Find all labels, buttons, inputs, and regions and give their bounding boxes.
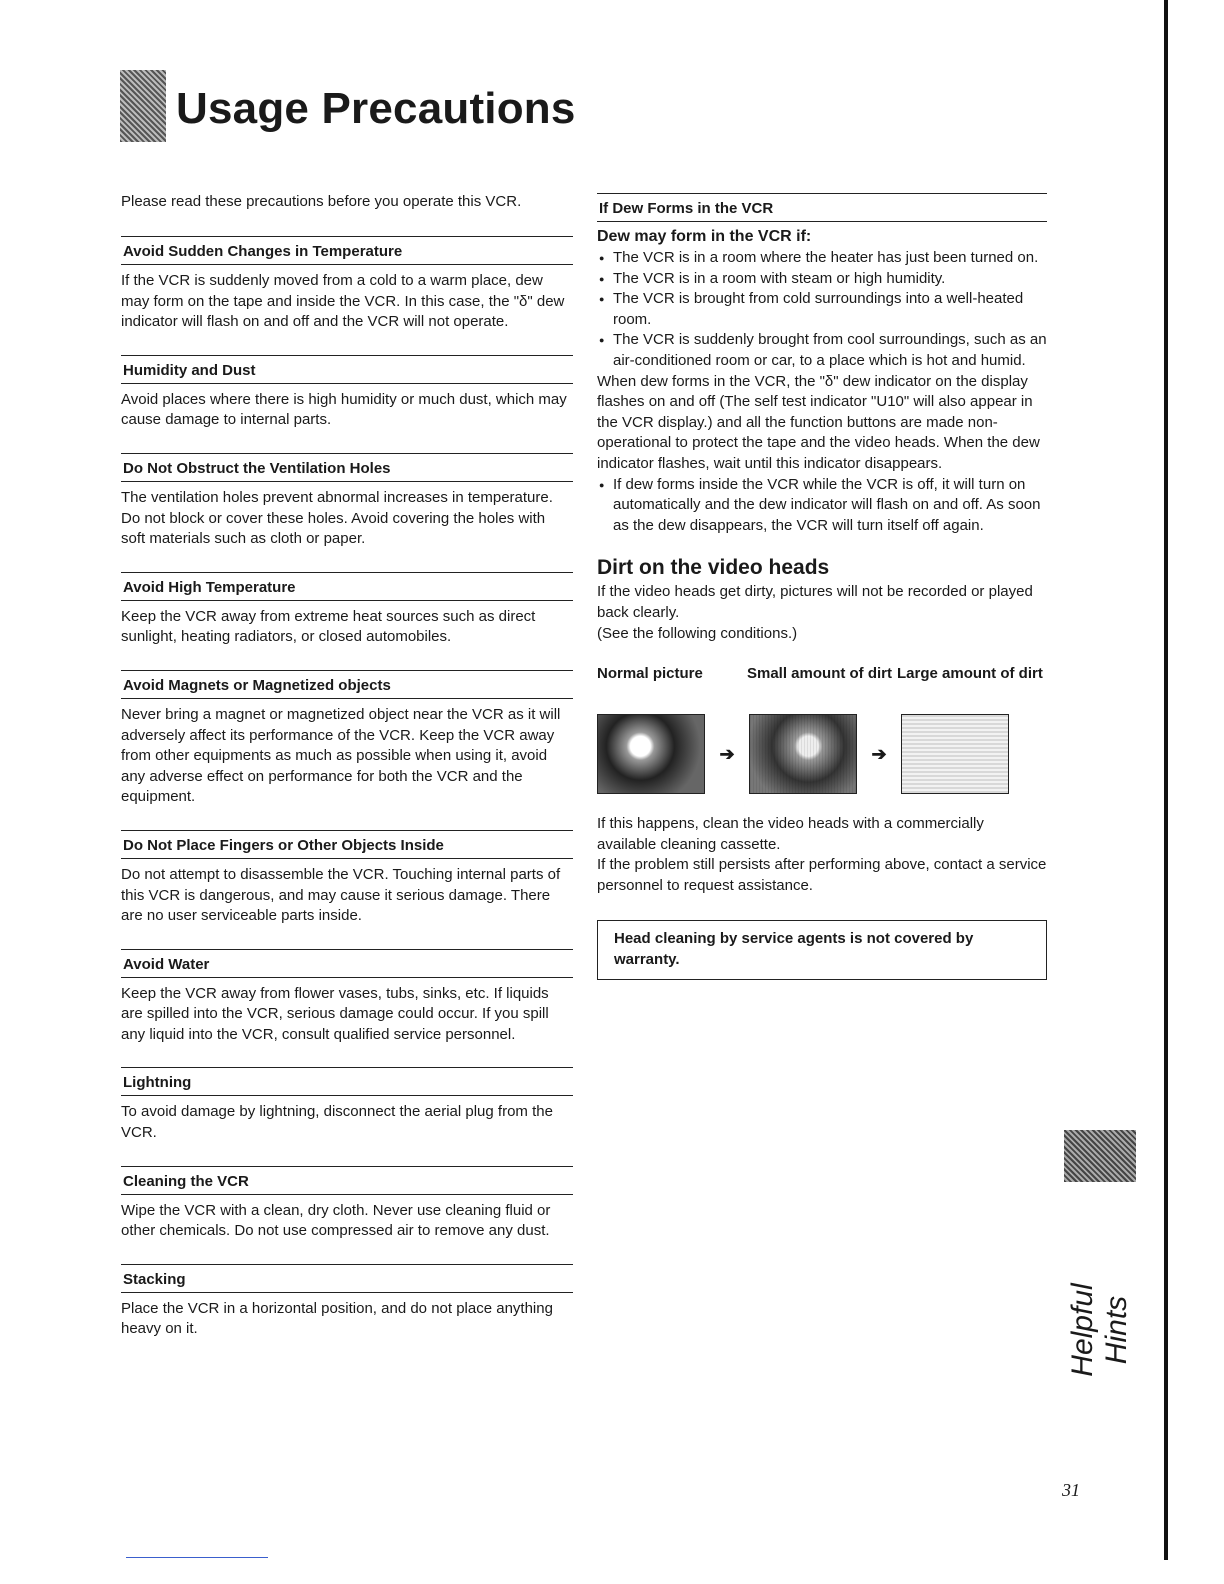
side-tab-marker xyxy=(1064,1130,1136,1182)
section-heading: Cleaning the VCR xyxy=(121,1166,573,1195)
section-cleaning xyxy=(121,1166,573,1242)
section-body: Place the VCR in a horizontal position, and do not place anything heavy on it. xyxy=(121,1299,553,1338)
page-title: Usage Precautions xyxy=(176,84,576,133)
section-heading: Do Not Obstruct the Ventilation Holes xyxy=(121,453,573,482)
section-ventilation xyxy=(121,453,573,550)
side-section-label: Helpful Hints xyxy=(1066,1283,1133,1377)
dirt-contact-instructions: If the problem still persists after performing above, contact a service personnel to request assistance. xyxy=(597,856,1047,894)
section-heading: Avoid High Temperature xyxy=(121,572,573,601)
dirt-see-conditions: (See the following conditions.) xyxy=(597,624,798,642)
warranty-note: Head cleaning by service agents is not covered by warranty. xyxy=(597,920,1047,979)
page-number: 31 xyxy=(1062,1480,1080,1500)
right-arrow-icon: ➔ xyxy=(871,743,887,764)
section-body: Do not attempt to disassemble the VCR. Touching internal parts of this VCR is dangerous, and may cause it serious damage. There are no user serviceable parts inside. xyxy=(121,865,561,925)
section-heading: Stacking xyxy=(121,1264,573,1293)
section-temperature-changes xyxy=(121,236,573,333)
large-dirt-image xyxy=(901,714,1009,794)
dew-paragraph: When dew forms in the VCR, the "δ" dew indicator on the display flashes on and off (The self test indicator "U10" will also appear in the VCR display.) and all the function buttons are made non-operational to protect the tape and the video heads. When the dew indicator flashes, wait until this indicator disappears. xyxy=(597,372,1040,472)
section-water xyxy=(121,949,573,1046)
section-body: Wipe the VCR with a clean, dry cloth. Never use cleaning fluid or other chemicals. Do not use compressed air to remove any dust. xyxy=(121,1201,551,1240)
title-marker-block xyxy=(120,70,166,142)
section-heading: Humidity and Dust xyxy=(121,355,573,384)
picture-comparison xyxy=(597,664,1047,706)
section-heading: Lightning xyxy=(121,1067,573,1096)
normal-picture-column xyxy=(597,664,747,706)
dew-conditions-list xyxy=(597,248,1047,372)
right-arrow-icon: ➔ xyxy=(719,743,735,764)
list-item: ● If dew forms inside the VCR while the VCR is off, it will turn on automatically and the dew indicator will flash on and off. As soon as the dew disappears, the VCR will turn itself off again. xyxy=(597,475,1047,537)
small-dirt-column xyxy=(747,664,897,706)
normal-picture-label: Normal picture xyxy=(597,665,703,683)
left-column xyxy=(121,192,573,1362)
picture-row xyxy=(597,714,1047,794)
section-body: If the VCR is suddenly moved from a cold to a warm place, dew may form on the tape and inside the VCR. In this case, the "δ" dew indicator will flash on and off and the VCR will not operate. xyxy=(121,272,565,331)
large-dirt-column xyxy=(897,664,1047,706)
page-edge-rule xyxy=(1164,0,1168,1560)
normal-picture-image xyxy=(597,714,705,794)
dirt-heading: Dirt on the video heads xyxy=(597,556,830,580)
section-heading: Do Not Place Fingers or Other Objects Inside xyxy=(121,830,573,859)
list-item: ● The VCR is in a room with steam or high humidity. xyxy=(597,269,1047,290)
small-dirt-image xyxy=(749,714,857,794)
section-body: Avoid places where there is high humidity or much dust, which may cause damage to internal parts. xyxy=(121,390,567,429)
section-body: The ventilation holes prevent abnormal increases in temperature. Do not block or cover these holes. Avoid covering the holes with soft materials such as cloth or paper. xyxy=(121,488,553,548)
dirt-clean-instructions: If this happens, clean the video heads with a commercially available cleaning cassette. xyxy=(597,815,984,853)
small-dirt-label: Small amount of dirt xyxy=(747,665,893,683)
dew-subheading: Dew may form in the VCR if: xyxy=(597,228,812,245)
dirt-intro: If the video heads get dirty, pictures will not be recorded or played back clearly. xyxy=(597,583,1033,621)
section-body: Keep the VCR away from flower vases, tubs, sinks, etc. If liquids are spilled into the VCR, serious damage could occur. If you spill any liquid into the VCR, consult qualified service personnel. xyxy=(121,984,549,1043)
section-high-temperature xyxy=(121,572,573,648)
section-lightning xyxy=(121,1067,573,1143)
dew-heading: If Dew Forms in the VCR xyxy=(597,193,1047,222)
dew-off-list xyxy=(597,475,1047,537)
list-item: ● The VCR is suddenly brought from cool surroundings, such as an air-conditioned room or car, to a place which is hot and humid. xyxy=(597,330,1047,371)
section-magnets xyxy=(121,670,573,808)
section-body: To avoid damage by lightning, disconnect the aerial plug from the VCR. xyxy=(121,1103,553,1142)
section-humidity-dust xyxy=(121,355,573,431)
right-column xyxy=(597,193,1047,980)
section-fingers-objects xyxy=(121,830,573,927)
section-body: Keep the VCR away from extreme heat sources such as direct sunlight, heating radiators, or closed automobiles. xyxy=(121,607,536,646)
section-heading: Avoid Water xyxy=(121,949,573,978)
list-item: ● The VCR is brought from cold surroundings into a well-heated room. xyxy=(597,289,1047,330)
list-item: ● The VCR is in a room where the heater has just been turned on. xyxy=(597,248,1047,269)
section-heading: Avoid Sudden Changes in Temperature xyxy=(121,236,573,265)
section-stacking xyxy=(121,1264,573,1340)
section-heading: Avoid Magnets or Magnetized objects xyxy=(121,670,573,699)
large-dirt-label: Large amount of dirt xyxy=(897,665,1043,683)
section-body: Never bring a magnet or magnetized object near the VCR as it will adversely affect its performance of the VCR. Keep the VCR away from other equipments as much as possible when using it, avoid any adverse effect on performance for both the VCR and the equipment. xyxy=(121,705,561,806)
bottom-link-underline xyxy=(126,1557,268,1558)
intro-text: Please read these precautions before you operate this VCR. xyxy=(121,193,522,210)
